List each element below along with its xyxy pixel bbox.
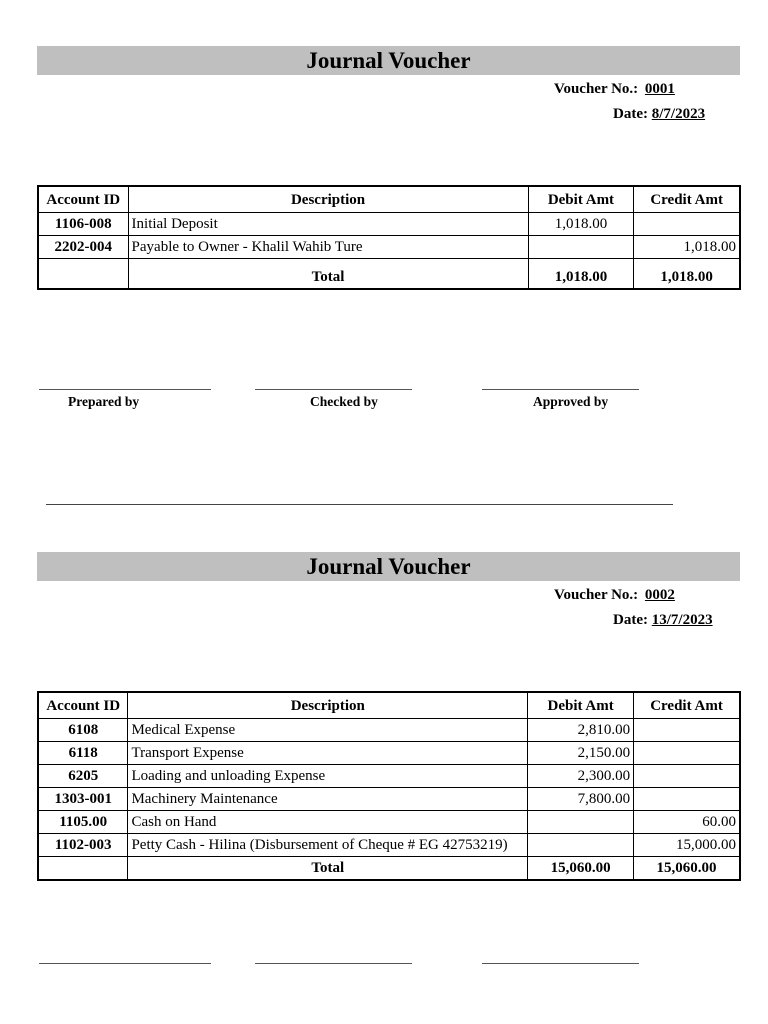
column-header-credit: Credit Amt [634, 186, 740, 213]
journal-voucher-2 [37, 0, 740, 1024]
column-header-credit: Credit Amt [634, 692, 740, 719]
debit-cell [528, 834, 634, 857]
debit-cell: 7,800.00 [528, 788, 634, 811]
table-row [38, 765, 740, 788]
table-row [38, 719, 740, 742]
description-cell: Cash on Hand [128, 811, 528, 834]
total-credit: 1,018.00 [634, 259, 740, 290]
column-header-account-id: Account ID [38, 186, 128, 213]
description-cell: Loading and unloading Expense [128, 765, 528, 788]
total-debit: 15,060.00 [528, 857, 634, 881]
table-row [38, 834, 740, 857]
credit-cell [634, 742, 740, 765]
voucher-date-label: Date: [613, 612, 648, 628]
table-row [38, 742, 740, 765]
credit-cell [634, 788, 740, 811]
checked-by-label: Checked by [310, 394, 378, 409]
voucher-title: Journal Voucher [37, 46, 740, 75]
total-credit: 15,060.00 [634, 857, 740, 881]
approved-by-label: Approved by [533, 394, 609, 409]
prepared-by-label: Prepared by [68, 394, 140, 409]
debit-cell: 2,810.00 [528, 719, 634, 742]
voucher-date-label: Date: [613, 106, 648, 122]
voucher-number-label: Voucher No.: [554, 587, 639, 603]
credit-cell: 1,018.00 [634, 236, 740, 259]
table-header-row [38, 692, 740, 719]
voucher-number-row [554, 587, 675, 604]
credit-cell [634, 719, 740, 742]
column-header-description: Description [128, 692, 528, 719]
account-id-cell: 1105.00 [38, 811, 128, 834]
column-header-description: Description [128, 186, 528, 213]
prepared-by-signature-line [39, 963, 211, 964]
total-label: Total [128, 259, 528, 290]
description-cell: Payable to Owner - Khalil Wahib Ture [128, 236, 528, 259]
credit-cell [634, 765, 740, 788]
description-cell: Machinery Maintenance [128, 788, 528, 811]
total-debit: 1,018.00 [528, 259, 634, 290]
checked-by-signature-line [255, 963, 412, 964]
debit-cell: 2,300.00 [528, 765, 634, 788]
credit-cell: 15,000.00 [634, 834, 740, 857]
description-cell: Initial Deposit [128, 213, 528, 236]
total-label: Total [128, 857, 528, 881]
credit-cell: 60.00 [634, 811, 740, 834]
voucher-date-value: 13/7/2023 [651, 612, 713, 628]
debit-cell: 2,150.00 [528, 742, 634, 765]
column-header-account-id: Account ID [38, 692, 128, 719]
approved-by-signature-line [482, 963, 639, 964]
voucher-number-label: Voucher No.: [554, 81, 639, 97]
account-id-cell: 6108 [38, 719, 128, 742]
description-cell: Medical Expense [128, 719, 528, 742]
account-id-cell: 1102-003 [38, 834, 128, 857]
description-cell: Petty Cash - Hilina (Disbursement of Cheque # EG 42753219) [128, 834, 528, 857]
voucher-title: Journal Voucher [37, 552, 740, 581]
column-header-debit: Debit Amt [528, 692, 634, 719]
total-row [38, 857, 740, 881]
account-id-cell: 6205 [38, 765, 128, 788]
account-id-cell: 2202-004 [38, 236, 128, 259]
column-header-debit: Debit Amt [528, 186, 634, 213]
voucher-date-value: 8/7/2023 [651, 106, 706, 122]
total-empty-cell [38, 857, 128, 881]
account-id-cell: 6118 [38, 742, 128, 765]
account-id-cell: 1303-001 [38, 788, 128, 811]
voucher-date-row [613, 612, 713, 629]
voucher-number-value: 0002 [644, 587, 675, 603]
table-row [38, 811, 740, 834]
account-id-cell: 1106-008 [38, 213, 128, 236]
description-cell: Transport Expense [128, 742, 528, 765]
voucher-number-value: 0001 [644, 81, 675, 97]
voucher-entries-table [37, 691, 741, 881]
debit-cell [528, 811, 634, 834]
debit-cell: 1,018.00 [528, 213, 634, 236]
table-row [38, 788, 740, 811]
